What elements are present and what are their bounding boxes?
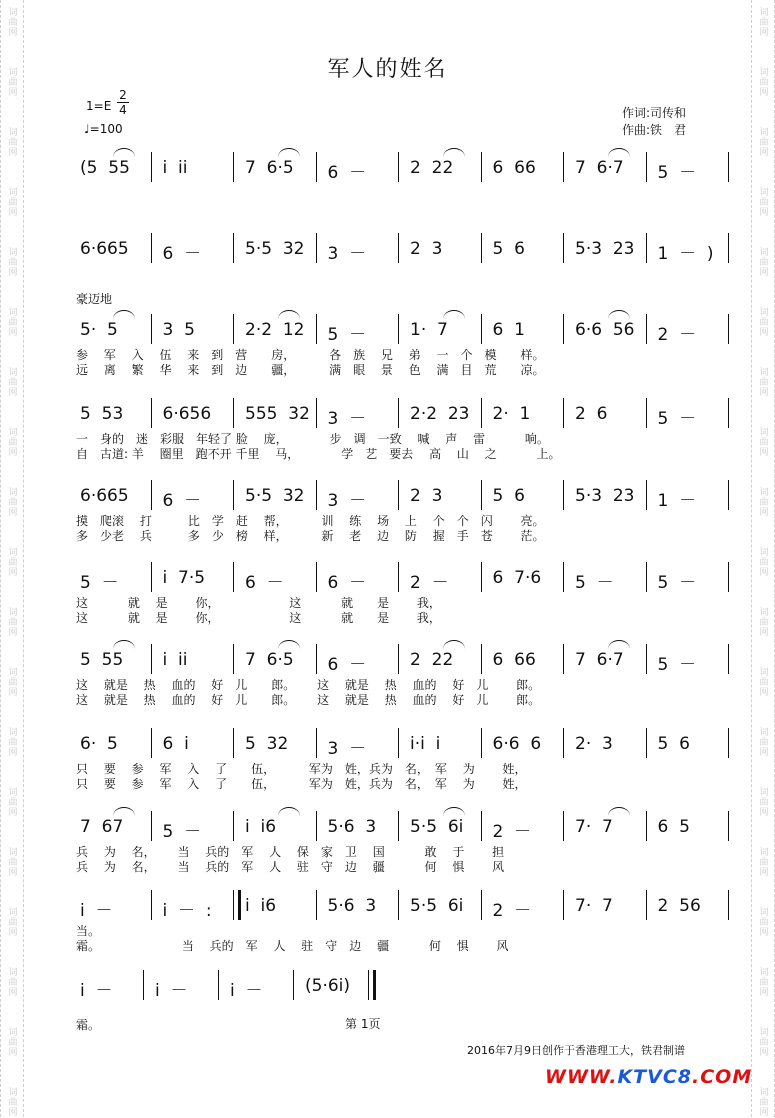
bar-line (398, 398, 399, 428)
watermark-stamp: 词 曲 网 (8, 188, 18, 218)
measure: 6 66 (492, 650, 536, 670)
measure: 5·5 32 (245, 239, 305, 259)
watermark-stamp: 词 曲 网 (8, 548, 18, 578)
bar-line (481, 480, 482, 510)
lyricist-credit: 作词:司传和 (622, 106, 687, 120)
bar-line (398, 890, 399, 920)
measure: 3 － (327, 491, 367, 511)
bar-line (563, 890, 564, 920)
time-signature-top: 2 (119, 88, 127, 102)
measure: (5·6i) (305, 976, 351, 996)
watermark-stamp: 词 曲 网 (8, 608, 18, 638)
notation-row (68, 314, 728, 344)
measure: 6 － (162, 244, 202, 264)
lyric-line: 只 要 参 军 入 了 伍， 军为 姓，兵为 名， 军 为 姓， (76, 777, 527, 791)
measure: i － (80, 981, 113, 1001)
measure: 5 － (657, 163, 697, 183)
measure: 6·656 (162, 404, 212, 424)
measure: 6·6 56 (575, 320, 635, 340)
slur-mark (608, 310, 630, 319)
lyric-line: 多 少老 兵 多 少 榜 样， 新 老 边 防 握 手 苍 茫。 (76, 529, 545, 543)
bar-line (316, 314, 317, 344)
notation-row (68, 644, 728, 674)
watermark-stamp: 词 曲 网 (8, 368, 18, 398)
bar-line (316, 644, 317, 674)
slur-mark (608, 807, 630, 816)
lyric-line: 兵 为 名， 当 兵的 军 人 驻 守 边 疆 何 惧 风 (76, 860, 505, 874)
watermark-stamp: 词 曲 网 (8, 968, 18, 998)
bar-line (481, 811, 482, 841)
bar-line (563, 314, 564, 344)
measure: 3 5 (162, 320, 195, 340)
measure: 6· 5 (80, 734, 118, 754)
measure: 2 － (657, 325, 697, 345)
watermark-stamp: 词 曲 网 (8, 668, 18, 698)
measure: 2 － (492, 822, 532, 842)
watermark-stamp: 词 曲 网 (759, 668, 769, 698)
slur-mark (443, 310, 465, 319)
slur-mark (278, 807, 300, 816)
bar-line (728, 644, 729, 674)
measure: 2 － (410, 573, 449, 593)
bar-line (563, 562, 564, 592)
bar-line (316, 152, 317, 182)
bar-line (398, 480, 399, 510)
score-system (68, 480, 728, 543)
bar-line (646, 811, 647, 841)
measure: 5· 5 (80, 320, 118, 340)
bar-line (646, 233, 647, 263)
lyric-line: 自 古道: 羊 圈里 跑不开 千里 马， 学 艺 要去 高 山 之 上。 (76, 447, 561, 461)
measure: 6·665 (80, 239, 129, 259)
score-system (68, 233, 728, 263)
bar-line (233, 152, 234, 182)
slur-mark (278, 148, 300, 157)
lyric-line: 参 军 入 伍 来 到 营 房， 各 族 兄 弟 一 个 模 样。 (76, 348, 545, 362)
measure: i ii (162, 158, 188, 178)
lyric-line: 霜。 当 兵的 军 人 驻 守 边 疆 何 惧 风 (76, 939, 509, 953)
score-system (68, 890, 728, 953)
notation-row (68, 970, 728, 1000)
bar-line (316, 233, 317, 263)
bar-line (398, 314, 399, 344)
bar-line (316, 811, 317, 841)
bar-line (728, 480, 729, 510)
watermark-stamp: 词 曲 网 (759, 548, 769, 578)
site-logo[interactable] (545, 1066, 752, 1088)
measure: 5 － (80, 573, 119, 593)
bar-line (563, 233, 564, 263)
bar-line (151, 314, 152, 344)
lyric-line: 一 身的 迷 彩服 年轻了 脸 庞， 步 调 一致 喊 声 雷 响。 (76, 432, 549, 446)
score-system (68, 562, 728, 625)
measure: 2 － (492, 901, 532, 921)
watermark-stamp: 词 曲 网 (8, 488, 18, 518)
watermark-stamp: 词 曲 网 (8, 428, 18, 458)
bar-line (233, 728, 234, 758)
bar-line (481, 152, 482, 182)
slur-mark (113, 640, 135, 649)
measure: 3 － (327, 409, 367, 429)
slur-mark (113, 310, 135, 319)
slur-mark (113, 148, 135, 157)
measure: 5 － (657, 409, 697, 429)
watermark-stamp: 词 曲 网 (759, 368, 769, 398)
watermark-stamp: 词 曲 网 (759, 788, 769, 818)
measure: i ii (162, 650, 188, 670)
measure: i i6 (245, 896, 277, 916)
bar-line (646, 314, 647, 344)
measure: 6 i (162, 734, 189, 754)
measure: 7 6·7 (575, 158, 624, 178)
bar-line (728, 811, 729, 841)
measure: 7 6·5 (245, 650, 294, 670)
final-bar-line (368, 970, 376, 1000)
measure: 1 － (657, 491, 697, 511)
bar-line (481, 644, 482, 674)
bar-line (233, 398, 234, 428)
bar-line (151, 233, 152, 263)
measure: i － (230, 981, 263, 1001)
measure: 5·3 23 (575, 239, 635, 259)
repeat-bar-line (233, 890, 241, 920)
bar-line (481, 398, 482, 428)
bar-line (151, 728, 152, 758)
lyric-line: 摸 爬滚 打 比 学 赶 帮， 训 练 场 上 个 个 闪 亮。 (76, 514, 545, 528)
page-number: 第 1页 (345, 1017, 381, 1031)
measure: 5 55 (80, 650, 124, 670)
watermark-stamp: 词 曲 网 (8, 248, 18, 278)
bar-line (563, 811, 564, 841)
watermark-stamp: 词 曲 网 (8, 1028, 18, 1058)
measure: 7 67 (80, 817, 124, 837)
bar-line (646, 728, 647, 758)
measure: 6 － (327, 655, 367, 675)
measure: 6 － (162, 491, 202, 511)
watermark-stamp: 词 曲 网 (759, 608, 769, 638)
bar-line (233, 233, 234, 263)
slur-mark (608, 148, 630, 157)
measure: 2 6 (575, 404, 608, 424)
site-prefix: WWW. (545, 1066, 618, 1088)
lyric-line: 这 就是 热 血的 好 儿 郎。 这 就是 热 血的 好 儿 郎。 (76, 693, 541, 707)
time-signature-bottom: 4 (119, 103, 127, 117)
slur-mark (113, 807, 135, 816)
measure: i － : (162, 901, 212, 921)
measure: 3 － (327, 739, 367, 759)
site-suffix: .COM (692, 1066, 753, 1088)
watermark-stamp: 词 曲 网 (8, 788, 18, 818)
notation-row (68, 233, 728, 263)
watermark-stamp: 词 曲 网 (759, 488, 769, 518)
lyric-line: 当。 (76, 924, 101, 938)
notation-row (68, 811, 728, 841)
footer-note: 2016年7月9日创作于香港理工大，铁君制谱 (467, 1044, 685, 1057)
bar-line (563, 152, 564, 182)
measure: 6 7·6 (492, 568, 542, 588)
measure: 5 6 (492, 486, 525, 506)
bar-line (398, 562, 399, 592)
measure: 7 6·5 (245, 158, 294, 178)
watermark-stamp: 词 曲 网 (759, 908, 769, 938)
bar-line (398, 644, 399, 674)
notation-row (68, 398, 728, 428)
bar-line (151, 480, 152, 510)
bar-line (481, 562, 482, 592)
bar-line (646, 890, 647, 920)
watermark-stamp: 词 曲 网 (8, 128, 18, 158)
slur-mark (443, 807, 465, 816)
watermark-stamp: 词 曲 网 (759, 1028, 769, 1058)
bar-line (481, 728, 482, 758)
measure: 5 － (162, 822, 202, 842)
measure: 6 5 (657, 817, 690, 837)
bar-line (481, 314, 482, 344)
measure: 2· 1 (492, 404, 531, 424)
measure: 7· 7 (575, 817, 613, 837)
notation-row (68, 562, 728, 592)
measure: (5 55 (80, 158, 130, 178)
key-signature: 1=E (86, 99, 112, 113)
bar-line (316, 562, 317, 592)
lyric-line: 兵 为 名， 当 兵的 军 人 保 家 卫 国 敢 于 担 (76, 845, 505, 859)
bar-line (646, 562, 647, 592)
bar-line (563, 728, 564, 758)
bar-line (563, 480, 564, 510)
bar-line (233, 314, 234, 344)
bar-line (143, 970, 144, 1000)
watermark-stamp: 词 曲 网 (759, 848, 769, 878)
bar-line (398, 728, 399, 758)
watermark-stamp: 词 曲 网 (759, 188, 769, 218)
bar-line (728, 314, 729, 344)
watermark-stamp: 词 曲 网 (8, 1088, 18, 1118)
slur-mark (443, 640, 465, 649)
watermark-stamp: 词 曲 网 (8, 848, 18, 878)
measure: i·i i (410, 734, 441, 754)
bar-line (728, 728, 729, 758)
watermark-stamp: 词 曲 网 (8, 8, 18, 38)
measure: 6 － (327, 573, 367, 593)
bar-line (646, 480, 647, 510)
bar-line (233, 562, 234, 592)
watermark-stamp: 词 曲 网 (759, 128, 769, 158)
bar-line (728, 562, 729, 592)
tempo-value: =100 (89, 122, 123, 136)
measure: i 7·5 (162, 568, 206, 588)
time-signature (117, 88, 129, 117)
lyric-line: 这 就 是 你， 这 就 是 我， (76, 596, 441, 610)
score-system (68, 152, 728, 182)
watermark-stamp: 词 曲 网 (759, 968, 769, 998)
measure: 6·6 6 (492, 734, 542, 754)
watermark-stamp: 词 曲 网 (759, 728, 769, 758)
measure: 2 3 (410, 239, 443, 259)
measure: 2 22 (410, 158, 454, 178)
watermark-stamp: 词 曲 网 (8, 68, 18, 98)
measure: 5 － (657, 655, 697, 675)
notation-row (68, 480, 728, 510)
score-system (68, 398, 728, 461)
expression-marking: 豪迈地 (76, 292, 113, 306)
measure: 6·665 (80, 486, 129, 506)
measure: i － (80, 901, 113, 921)
measure: 7 6·7 (575, 650, 624, 670)
measure: 5 6 (492, 239, 525, 259)
bar-line (151, 398, 152, 428)
watermark-stamp: 词 曲 网 (759, 248, 769, 278)
lyric-line: 这 就 是 你， 这 就 是 我， (76, 611, 441, 625)
bar-line (398, 152, 399, 182)
watermark-stamp: 词 曲 网 (759, 68, 769, 98)
measure: 5·6 3 (327, 817, 377, 837)
final-lyric: 霜。 (76, 1018, 101, 1032)
bar-line (316, 480, 317, 510)
bar-line (151, 152, 152, 182)
measure: 6 － (245, 573, 284, 593)
bar-line (646, 152, 647, 182)
lyric-line: 这 就是 热 血的 好 儿 郎。 这 就是 热 血的 好 儿 郎。 (76, 678, 541, 692)
song-title: 军人的姓名 (327, 57, 448, 82)
measure: 5 － (575, 573, 614, 593)
bar-line (728, 398, 729, 428)
score-system (68, 728, 728, 791)
bar-line (151, 562, 152, 592)
bar-line (233, 644, 234, 674)
score-system (68, 970, 728, 1000)
bar-line (233, 811, 234, 841)
bar-line (218, 970, 219, 1000)
measure: 2 22 (410, 650, 454, 670)
measure: 5 － (657, 573, 697, 593)
watermark-stamp: 词 曲 网 (8, 308, 18, 338)
slur-mark (443, 148, 465, 157)
bar-line (316, 890, 317, 920)
watermark-stamp: 词 曲 网 (759, 308, 769, 338)
measure: 3 － (327, 244, 367, 264)
bar-line (398, 811, 399, 841)
bar-line (151, 811, 152, 841)
measure: i － (155, 981, 188, 1001)
watermark-stamp: 词 曲 网 (759, 1088, 769, 1118)
bar-line (728, 152, 729, 182)
notation-row (68, 890, 728, 920)
measure: 2· 3 (575, 734, 613, 754)
measure: 6 － (327, 163, 367, 183)
measure: 2·2 12 (245, 320, 305, 340)
bar-line (233, 480, 234, 510)
site-brand: KTVC8 (617, 1066, 693, 1088)
quarter-note-icon: ♩ (84, 122, 90, 136)
score-system (68, 314, 728, 377)
bar-line (316, 728, 317, 758)
notation-row (68, 152, 728, 182)
notation-row (68, 728, 728, 758)
measure: 5·3 23 (575, 486, 635, 506)
watermark-stamp: 词 曲 网 (8, 728, 18, 758)
lyric-line: 只 要 参 军 入 了 伍， 军为 姓，兵为 名， 军 为 姓， (76, 762, 527, 776)
measure: 6 66 (492, 158, 536, 178)
composer-credit: 作曲:铁 君 (622, 123, 687, 137)
measure: 5·5 32 (245, 486, 305, 506)
bar-line (151, 644, 152, 674)
bar-line (728, 233, 729, 263)
measure: 5·5 6i (410, 896, 464, 916)
measure: 5·5 6i (410, 817, 464, 837)
measure: 5·6 3 (327, 896, 377, 916)
measure: i i6 (245, 817, 277, 837)
slur-mark (608, 640, 630, 649)
bar-line (646, 644, 647, 674)
measure: 5 － (327, 325, 367, 345)
measure: 1 － ) (657, 244, 714, 264)
measure: 7· 7 (575, 896, 613, 916)
measure: 6 1 (492, 320, 525, 340)
score-system (68, 644, 728, 707)
measure: 2 56 (657, 896, 701, 916)
bar-line (563, 398, 564, 428)
watermark-stamp: 词 曲 网 (759, 428, 769, 458)
measure: 2 3 (410, 486, 443, 506)
watermark-stamp: 词 曲 网 (759, 8, 769, 38)
bar-line (481, 890, 482, 920)
watermark-stamp: 词 曲 网 (8, 908, 18, 938)
bar-line (293, 970, 294, 1000)
score-system (68, 811, 728, 874)
measure: 2·2 23 (410, 404, 470, 424)
bar-line (646, 398, 647, 428)
measure: 1· 7 (410, 320, 448, 340)
bar-line (563, 644, 564, 674)
measure: 555 32 (245, 404, 310, 424)
slur-mark (278, 640, 300, 649)
bar-line (481, 233, 482, 263)
measure: 5 6 (657, 734, 690, 754)
lyric-line: 远 离 繁 华 来 到 边 疆， 满 眼 景 色 满 目 荒 凉。 (76, 363, 545, 377)
measure: 5 53 (80, 404, 124, 424)
bar-line (728, 890, 729, 920)
bar-line (316, 398, 317, 428)
tempo-marking (84, 122, 123, 136)
bar-line (151, 890, 152, 920)
measure: 5 32 (245, 734, 289, 754)
bar-line (398, 233, 399, 263)
slur-mark (278, 310, 300, 319)
